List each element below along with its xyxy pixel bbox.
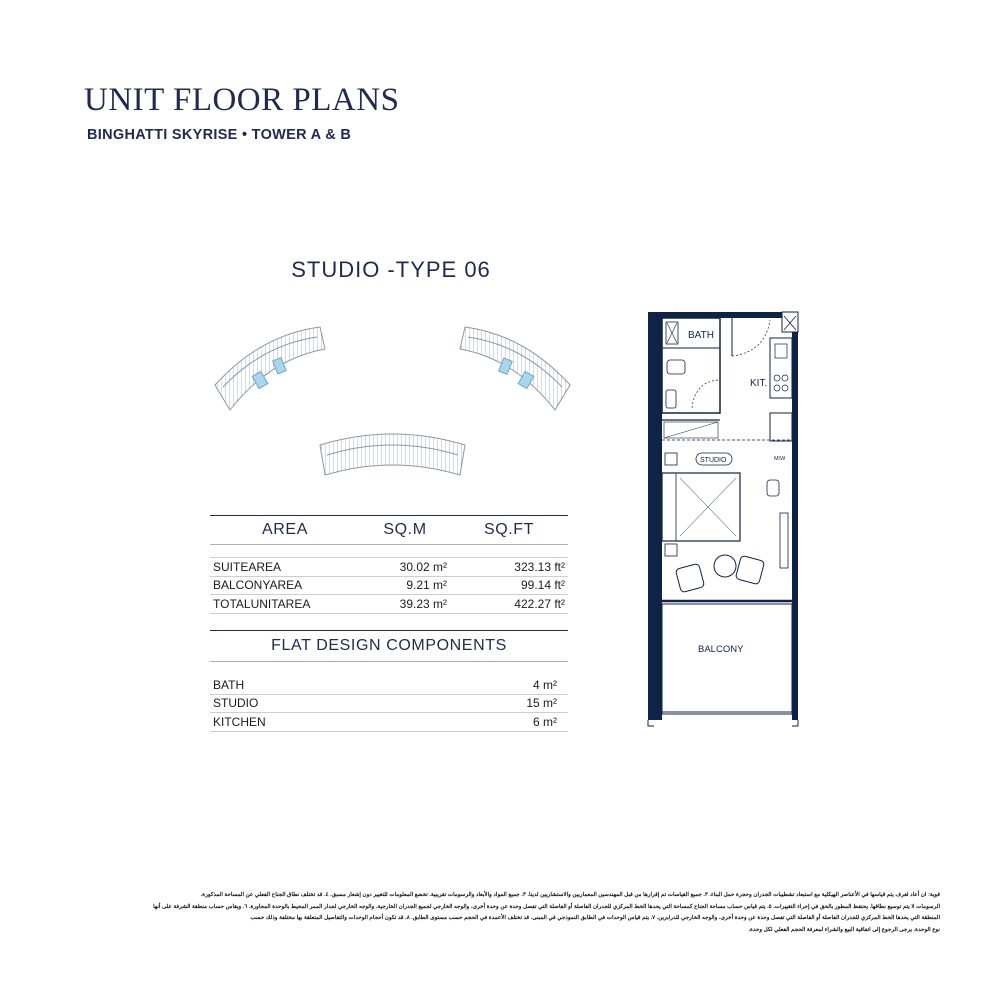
row-label: SUITEAREA xyxy=(213,559,282,574)
component-value: 15 m² xyxy=(526,696,557,711)
unit-type-title: STUDIO -TYPE 06 xyxy=(291,257,491,282)
row-label: TOTALUNITAREA xyxy=(213,596,311,611)
project-subtitle: BINGHATTI SKYRISE • TOWER A & B xyxy=(87,127,352,143)
wall-right xyxy=(792,312,798,720)
area-table-header xyxy=(210,515,568,545)
disclaimer xyxy=(60,890,940,936)
sqft-header: SQ.FT xyxy=(483,521,535,538)
plan-label-studio: STUDIO xyxy=(700,457,727,464)
row-sqm: 9.21 m² xyxy=(406,578,447,593)
plan-label-balcony: BALCONY xyxy=(698,644,744,655)
key-plan xyxy=(205,315,580,480)
component-value: 6 m² xyxy=(533,714,557,729)
component-label: STUDIO xyxy=(213,696,259,711)
components-table xyxy=(210,676,568,732)
page-title: UNIT FLOOR PLANS xyxy=(84,82,400,118)
disclaimer-line: قوية: ان أعاد لغرف يتم قياسها في الأعناصر الهيكلية مع استبعاد تشطيبات الجدران وحجرة حمل البناء. ٣. جميع القياسات تم إقرارها من قبل المهندسين المعماريين والاستشاريين لدينا. ٣. جميع المواد والأبعاد والرسومات تقريبية. تخضع المعلومات للتغيير دون إشعار مسبق. ٤. قد تختلف نطاق الجناح الفعلي عن المساحة المذكورة. xyxy=(200,892,940,898)
sqm-header: SQ.M xyxy=(383,521,427,538)
disclaimer-line: نوع الوحدة. يرجى الرجوع إلى اتفاقية البيع والشراء لمعرفة الحجم الفعلي لكل وحدة. xyxy=(748,926,940,933)
table-row xyxy=(210,713,568,732)
key-plan-tower-right xyxy=(460,327,570,410)
table-row xyxy=(210,676,568,695)
plan-label-bath: BATH xyxy=(688,330,714,341)
area-table xyxy=(210,515,568,614)
table-row xyxy=(210,595,568,614)
table-row xyxy=(210,577,568,596)
plan-label-mw: M/W xyxy=(774,456,786,462)
area-header: AREA xyxy=(262,521,308,538)
row-sqft: 422.27 ft² xyxy=(514,596,565,611)
disclaimer-line: المنطقة التي يحدها الخط المركزي للجدران الفاصلة أو الفاصلة التي تفصل وحدة عن وحدة أخرى، والوجه الخارجي للدرابزين. ٧. يتم قياس الوحدات في الطابق النموذجي في المبنى. قد تختلف الأعمدة في الحجم حسب مستوى الطابق. ٨. قد تكون أحجام الوحدات والتفاصيل المتعلقة بها مختلفة وذلك حسب xyxy=(250,915,940,921)
component-value: 4 m² xyxy=(533,677,557,692)
key-plan-tower-bottom xyxy=(320,434,465,475)
wall-left xyxy=(648,312,662,720)
table-row xyxy=(210,558,568,577)
row-sqft: 99.14 ft² xyxy=(520,578,565,593)
row-sqm: 39.23 m² xyxy=(399,596,447,611)
component-label: BATH xyxy=(213,677,245,692)
disclaimer-line: الرسومات لا يتم توسيع نطاقها. يحتفظ المطور بالحق في إجراء التغييرات. ٥. يتم قياس حساب مساحة الجناح كمساحة التي يحدها الخط المركزي للجدران الفاصلة أو الفاصلة التي تفصل وحدة عن وحدة أخرى، والوجه الخارجي لجميع الجدران الخارجية، والوجه الخارجي لجدار الممر المحيط بالوحدة المجاورة. ٦. ويقاس حساب منطقة الشرفة على أنها xyxy=(153,903,940,910)
key-plan-tower-left xyxy=(215,327,325,410)
floor-plan xyxy=(640,308,810,730)
row-sqft: 323.13 ft² xyxy=(514,559,565,574)
component-label: KITCHEN xyxy=(213,714,266,729)
row-label: BALCONYAREA xyxy=(213,578,303,593)
wall-top xyxy=(648,312,798,318)
row-sqm: 30.02 m² xyxy=(399,559,447,574)
plan-label-kitchen: KIT. xyxy=(750,378,768,389)
components-title: FLAT DESIGN COMPONENTS xyxy=(210,630,568,662)
table-row xyxy=(210,695,568,714)
